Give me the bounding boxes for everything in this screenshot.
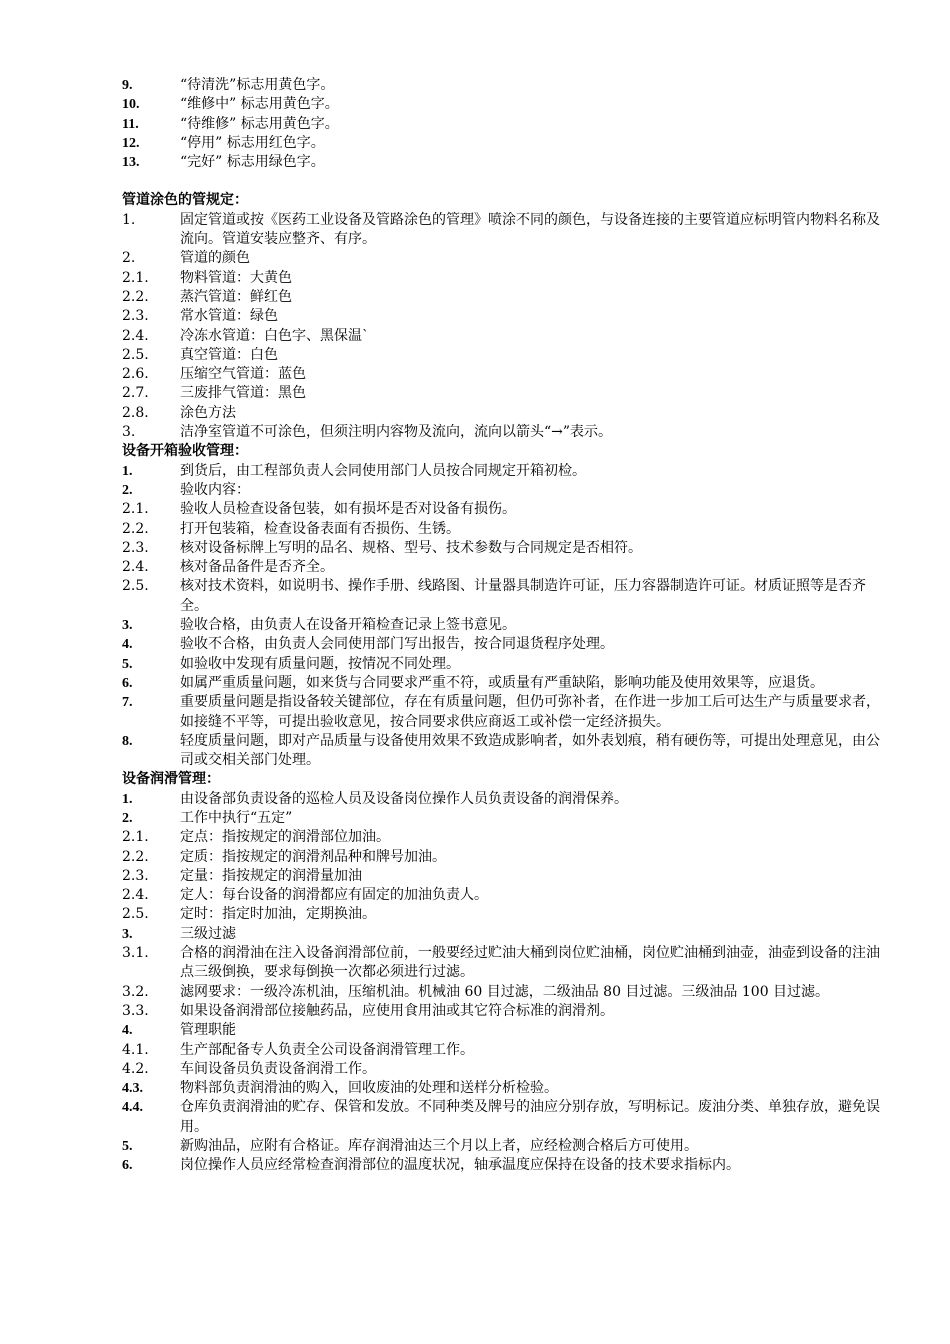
item-number: 1. — [122, 211, 136, 228]
list-item — [122, 1041, 892, 1060]
section — [122, 770, 892, 1175]
list-item — [122, 462, 892, 481]
item-text: 定质：指按规定的润滑剂品种和牌号加油。 — [180, 848, 446, 865]
item-number: 2.2. — [122, 520, 149, 537]
list-item — [122, 404, 892, 423]
item-number: 13. — [122, 155, 140, 171]
section-heading: 设备开箱验收管理： — [122, 443, 248, 460]
list-item — [122, 577, 892, 616]
list-item — [122, 269, 892, 288]
document-body — [122, 76, 892, 1176]
list-item — [122, 1156, 892, 1175]
list-item — [122, 732, 892, 771]
list-item — [122, 134, 892, 153]
item-text: 核对备品备件是否齐全。 — [180, 559, 334, 576]
item-number: 2.4. — [122, 559, 149, 576]
item-text: 常水管道：绿色 — [180, 308, 278, 325]
item-text: “待维修” 标志用黄色字。 — [180, 115, 339, 132]
item-text: 合格的润滑油在注入设备润滑部位前，一般要经过贮油大桶到岗位贮油桶，岗位贮油桶到油壶，油壶到设备的注油点三级倒换，要求每倒换一次都必须进行过滤。 — [180, 945, 880, 981]
list-item — [122, 674, 892, 693]
list-item — [122, 867, 892, 886]
item-text: 新购油品，应附有合格证。库存润滑油达三个月以上者，应经检测合格后方可使用。 — [180, 1138, 698, 1155]
list-item — [122, 346, 892, 365]
item-text: 工作中执行“五定” — [180, 809, 293, 826]
item-text: 定点：指按规定的润滑部位加油。 — [180, 829, 390, 846]
item-number: 2.5. — [122, 346, 149, 363]
item-number: 2.4. — [122, 887, 149, 904]
item-number: 3. — [122, 618, 133, 634]
item-number: 3.3. — [122, 1002, 149, 1019]
item-text: 仓库负责润滑油的贮存、保管和发放。不同种类及牌号的油应分别存放，写明标记。废油分类、单独存放，避免误用。 — [180, 1099, 880, 1135]
item-number: 2.7. — [122, 385, 149, 402]
list-item — [122, 655, 892, 674]
item-number: 4. — [122, 1023, 133, 1039]
item-number: 6. — [122, 1158, 133, 1174]
item-text: 验收人员检查设备包装，如有损坏是否对设备有损伤。 — [180, 501, 516, 518]
item-number: 2.2. — [122, 848, 149, 865]
item-text: 固定管道或按《医药工业设备及管路涂色的管理》喷涂不同的颜色，与设备连接的主要管道应标明管内物料名称及流向。管道安装应整齐、有序。 — [180, 211, 880, 248]
list-item — [122, 635, 892, 654]
item-text: “完好” 标志用绿色字。 — [180, 154, 325, 171]
list-item — [122, 848, 892, 867]
item-text: 管理职能 — [180, 1022, 236, 1039]
item-number: 12. — [122, 135, 140, 151]
item-number: 3.1. — [122, 945, 149, 962]
item-text: 物料部负责润滑油的购入，回收废油的处理和送样分析检验。 — [180, 1080, 558, 1097]
item-text: 重要质量问题是指设备较关键部位，存在有质量问题，但仍可弥补者，在作进一步加工后可达生产与质量要求者，如接缝不平等，可提出验收意见，按合同要求供应商返工或补偿一定经济损失。 — [180, 694, 880, 730]
list-item — [122, 211, 892, 250]
list-item — [122, 500, 892, 519]
list-item — [122, 1137, 892, 1156]
item-number: 4.2. — [122, 1060, 149, 1077]
list-item — [122, 327, 892, 346]
item-text: 管道的颜色 — [180, 250, 250, 267]
list-item — [122, 1021, 892, 1040]
list-item — [122, 288, 892, 307]
item-number: 4. — [122, 637, 133, 653]
list-item — [122, 481, 892, 500]
item-text: 验收合格，由负责人在设备开箱检查记录上签书意见。 — [180, 617, 516, 634]
section-heading: 设备润滑管理： — [122, 771, 220, 788]
section — [122, 442, 892, 770]
item-text: 定量：指按规定的润滑量加油 — [180, 867, 362, 884]
list-item — [122, 76, 892, 95]
item-number: 2.6. — [122, 366, 149, 383]
item-text: 打开包装箱，检查设备表面有否损伤、生锈。 — [180, 520, 460, 537]
item-number: 3. — [122, 424, 136, 441]
item-number: 6. — [122, 675, 133, 691]
list-item — [122, 886, 892, 905]
item-text: 涂色方法 — [180, 404, 236, 421]
item-number: 2. — [122, 482, 133, 498]
item-number: 1. — [122, 791, 133, 807]
item-number: 2.1. — [122, 829, 149, 846]
list-item — [122, 1002, 892, 1021]
list-item — [122, 790, 892, 809]
item-number: 2.2. — [122, 288, 149, 305]
list-item — [122, 153, 892, 172]
list-item — [122, 95, 892, 114]
item-text: 压缩空气管道：蓝色 — [180, 366, 306, 383]
item-number: 3. — [122, 926, 133, 942]
item-text: 滤网要求：一级冷冻机油，压缩机油。机械油 60 目过滤，二级油品 80 目过滤。三级油品 100 目过滤。 — [180, 983, 830, 1000]
item-text: 轻度质量问题，即对产品质量与设备使用效果不致造成影响者，如外表划痕，稍有硬伤等，可提出处理意见，由公司或交相关部门处理。 — [180, 732, 880, 769]
item-text: 冷冻水管道：白色字、黑保温` — [180, 327, 369, 344]
item-number: 7. — [122, 695, 133, 711]
list-item — [122, 423, 892, 442]
list-item — [122, 905, 892, 924]
list-item — [122, 384, 892, 403]
item-text: 如属严重质量问题，如来货与合同要求严重不符，或质量有严重缺陷，影响功能及使用效果等，应退货。 — [180, 674, 824, 691]
spacer — [122, 172, 892, 191]
item-text: 岗位操作人员应经常检查润滑部位的温度状况，轴承温度应保持在设备的技术要求指标内。 — [180, 1157, 740, 1174]
section — [122, 76, 892, 172]
item-number: 4.1. — [122, 1041, 149, 1058]
list-item — [122, 539, 892, 558]
item-number: 2.3. — [122, 539, 149, 556]
item-text: 核对技术资料，如说明书、操作手册、线路图、计量器具制造许可证，压力容器制造许可证。材质证照等是否齐全。 — [180, 578, 866, 614]
list-item — [122, 307, 892, 326]
item-number: 4.3. — [122, 1081, 143, 1097]
item-text: 蒸汽管道：鲜红色 — [180, 288, 292, 305]
item-text: 洁净室管道不可涂色，但须注明内容物及流向，流向以箭头“→”表示。 — [180, 424, 613, 441]
list-item — [122, 1098, 892, 1137]
list-item — [122, 693, 892, 732]
item-text: “维修中” 标志用黄色字。 — [180, 96, 339, 113]
item-number: 2.4. — [122, 327, 149, 344]
item-number: 1. — [122, 463, 133, 479]
list-item — [122, 115, 892, 134]
list-item — [122, 925, 892, 944]
item-text: 由设备部负责设备的巡检人员及设备岗位操作人员负责设备的润滑保养。 — [180, 790, 628, 807]
item-text: 核对设备标牌上写明的品名、规格、型号、技术参数与合同规定是否相符。 — [180, 539, 642, 556]
list-item — [122, 1060, 892, 1079]
list-item — [122, 365, 892, 384]
item-text: 如验收中发现有质量问题，按情况不同处理。 — [180, 655, 460, 672]
list-item — [122, 616, 892, 635]
item-text: “停用” 标志用红色字。 — [180, 134, 325, 151]
list-item — [122, 558, 892, 577]
item-text: 定人：每台设备的润滑都应有固定的加油负责人。 — [180, 887, 488, 904]
item-text: 车间设备员负责设备润滑工作。 — [180, 1060, 376, 1077]
item-number: 2.8. — [122, 404, 149, 421]
item-text: 验收不合格，由负责人会同使用部门写出报告，按合同退货程序处理。 — [180, 636, 614, 653]
item-text: 物料管道：大黄色 — [180, 269, 292, 286]
item-text: 如果设备润滑部位接触药品，应使用食用油或其它符合标准的润滑剂。 — [180, 1002, 614, 1019]
list-item — [122, 249, 892, 268]
item-text: 真空管道：白色 — [180, 346, 278, 363]
item-number: 2.5. — [122, 578, 149, 595]
item-text: 验收内容： — [180, 481, 250, 498]
item-number: 3.2. — [122, 983, 149, 1000]
item-text: 到货后，由工程部负责人会同使用部门人员按合同规定开箱初检。 — [180, 462, 586, 479]
item-number: 2.1. — [122, 269, 149, 286]
item-number: 9. — [122, 78, 133, 93]
item-number: 5. — [122, 656, 133, 672]
item-number: 5. — [122, 1139, 133, 1155]
list-item — [122, 809, 892, 828]
section-heading: 管道涂色的管规定： — [122, 192, 248, 209]
item-number: 2.3. — [122, 308, 149, 325]
item-number: 10. — [122, 97, 140, 113]
item-number: 11. — [122, 116, 139, 132]
item-number: 8. — [122, 733, 133, 749]
item-text: “待清洗”标志用黄色字。 — [180, 77, 335, 93]
item-number: 2.5. — [122, 906, 149, 923]
list-item — [122, 1079, 892, 1098]
section — [122, 191, 892, 442]
item-text: 定时：指定时加油，定期换油。 — [180, 906, 376, 923]
item-number: 2.1. — [122, 501, 149, 518]
item-number: 2. — [122, 250, 136, 267]
item-text: 三废排气管道：黑色 — [180, 385, 306, 402]
list-item — [122, 983, 892, 1002]
list-item — [122, 520, 892, 539]
item-number: 4.4. — [122, 1100, 143, 1116]
item-text: 三级过滤 — [180, 925, 236, 942]
list-item — [122, 944, 892, 983]
item-text: 生产部配备专人负责全公司设备润滑管理工作。 — [180, 1041, 474, 1058]
item-number: 2. — [122, 810, 133, 826]
item-number: 2.3. — [122, 867, 149, 884]
list-item — [122, 828, 892, 847]
